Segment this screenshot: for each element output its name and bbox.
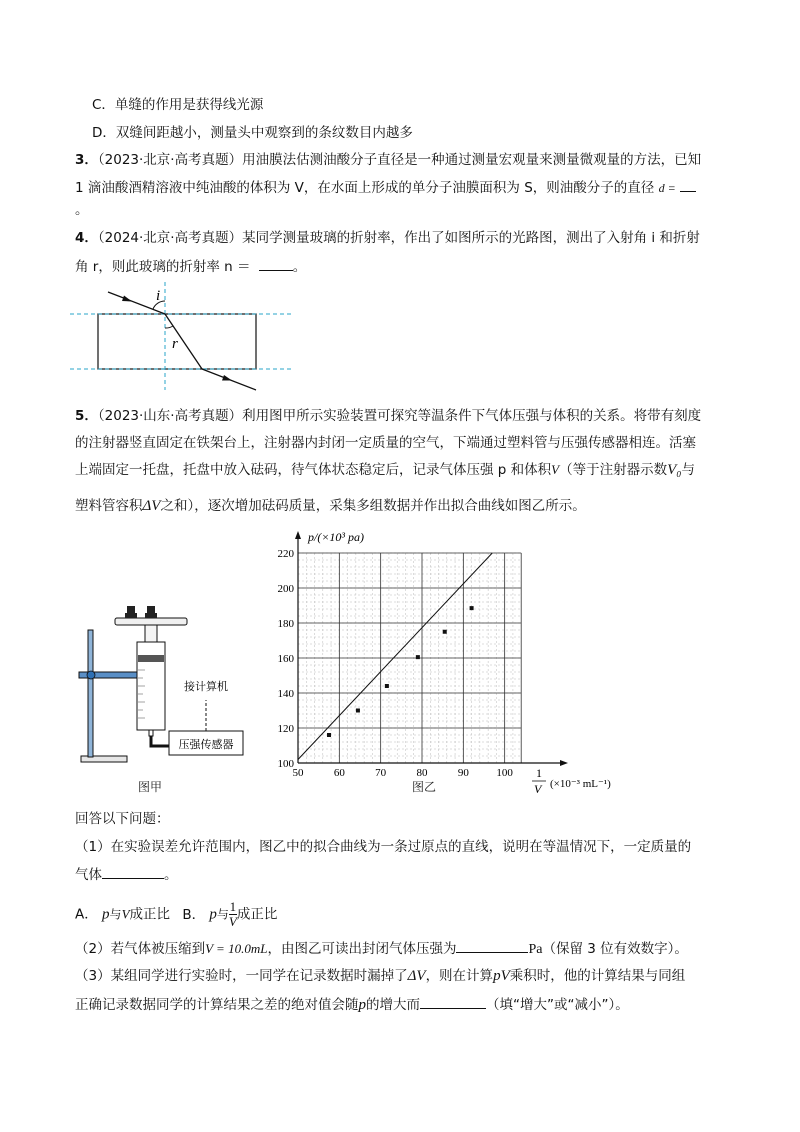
question-5-text-d2: 之和），逐次增加砝码质量，采集多组数据并作出拟合曲线如图乙所示。: [160, 498, 586, 514]
option-b-numerator: 1: [229, 899, 237, 914]
question-5-text-c1: 上端固定一托盘，托盘中放入砝码，待气体状态稳定后，记录气体压强 p 和体积: [75, 462, 552, 478]
piston: [138, 655, 164, 662]
y-tick-label: 180: [277, 618, 294, 630]
sub-question-1-end: 。: [164, 867, 178, 883]
question-4-end: 。: [292, 259, 307, 275]
option-b-denominator: V: [228, 914, 237, 929]
refraction-diagram: [70, 282, 300, 392]
sub-question-2-blank: [456, 938, 528, 953]
pressure-volume-chart: [268, 525, 653, 797]
sub-question-1-line-1: （1）在实验误差允许范围内，图乙中的拟合曲线为一条过原点的直线，说明在等温情况下，一定质量的: [75, 839, 692, 855]
clamp-knob: [87, 671, 95, 679]
sub-question-3-text-c: 乘积时，他的计算结果与同组: [509, 968, 686, 984]
sub-question-3-blank: [420, 994, 486, 1009]
question-5-line-3: [75, 460, 695, 480]
question-4-line-2: [75, 256, 306, 277]
sub-question-3-pV: pV: [493, 968, 510, 984]
question-5-text-d1: 塑料管容积: [75, 498, 143, 514]
question-3-number: 3．: [75, 152, 98, 168]
question-4-text-a: （2024·北京·高考真题）某同学测量玻璃的折射率，作出了如图所示的光路图，测出了入射角 i 和折射: [97, 230, 700, 246]
computer-label: 接计算机: [184, 680, 228, 693]
question-3-d-symbol: d =: [658, 181, 676, 195]
data-point: [443, 630, 447, 634]
option-a-end: 成正比: [129, 906, 171, 923]
x-tick-label: 60: [333, 767, 345, 779]
angle-r-arc: [165, 326, 173, 328]
question-5-text-c3: 与: [681, 462, 695, 478]
figure-b-caption: 图乙: [412, 780, 437, 794]
emergent-arrow-icon: [222, 375, 232, 381]
stand-rod: [88, 630, 93, 757]
plastic-tube: [151, 736, 169, 746]
option-a-mid: 与: [109, 907, 122, 922]
angle-r-label: r: [172, 336, 178, 352]
option-a-p: p: [102, 906, 110, 923]
option-b-end: 成正比: [236, 906, 278, 923]
option-b-label: B．: [182, 906, 206, 923]
sub-question-3-p: p: [358, 997, 366, 1013]
chart-data-points: [327, 606, 474, 737]
y-tick-label: 140: [277, 688, 294, 700]
data-point: [356, 709, 360, 713]
question-5-number: 5．: [75, 408, 98, 424]
y-tick-label: 100: [277, 758, 294, 770]
data-point: [385, 684, 389, 688]
sub-question-3-line-1: [75, 966, 685, 986]
y-axis-arrow-icon: [295, 531, 301, 539]
data-point: [416, 655, 420, 659]
apparatus-diagram: [75, 600, 275, 770]
question-4-number: 4．: [75, 230, 98, 246]
y-tick-label: 120: [277, 723, 294, 735]
pressure-sensor-label: 压强传感器: [178, 738, 234, 751]
question-5-V0-symbol: V₀: [667, 462, 682, 478]
chart-x-label-denominator: V: [534, 782, 542, 796]
sub-question-3-dV: ΔV: [407, 968, 426, 984]
sub-question-2-text-b: ，由图乙可读出封闭气体压强为: [267, 941, 457, 957]
question-4-line-1: [75, 228, 700, 248]
question-5-line-1: [75, 406, 701, 426]
weight-1-base: [125, 613, 137, 618]
sub-question-2-text-c: （保留 3 位有效数字）。: [542, 941, 688, 957]
sub-question-3-text-d1: 正确记录数据同学的计算结果之差的绝对值会随: [75, 997, 359, 1013]
incident-arrow-icon: [122, 296, 132, 302]
sub-question-2-formula: V = 10.0mL: [205, 941, 268, 956]
x-tick-label: 90: [457, 767, 469, 779]
option-a-V: V: [121, 906, 130, 922]
sub-question-3-line-2: [75, 994, 629, 1015]
option-c-text: C．单缝的作用是获得线光源: [92, 97, 264, 113]
sub-question-1-line-2: [75, 864, 178, 885]
question-3-line-1: [75, 150, 701, 170]
data-point: [470, 606, 474, 610]
question-3-text-b: 1 滴油酸酒精溶液中纯油酸的体积为 V，在水面上形成的单分子油膜面积为 S，则油酸分子的直径: [75, 180, 655, 196]
y-tick-label: 160: [277, 653, 294, 665]
question-3-blank: [680, 177, 696, 192]
question-3-text-a: （2023·北京·高考真题）用油膜法估测油酸分子直径是一种通过测量宏观量来测量微观量的方法，已知: [97, 152, 702, 168]
question-5-line-2: 的注射器竖直固定在铁架台上，注射器内封闭一定质量的空气，下端通过塑料管与压强传感器相连。活塞: [75, 435, 696, 451]
option-b-p: p: [209, 906, 217, 923]
syringe-nozzle: [149, 730, 153, 736]
option-b-mid: 与: [216, 907, 229, 922]
x-axis-arrow-icon: [560, 760, 568, 766]
chart-x-label-unit: (×10⁻³ mL⁻¹): [550, 778, 611, 790]
question-3-line-2: [75, 177, 696, 198]
chart-major-grid: [298, 553, 521, 763]
sub-question-3-text-d3: （填“增大”或“减小”）。: [486, 997, 629, 1013]
weight-2-base: [145, 613, 157, 618]
sub-question-3-text-b: ，则在计算: [425, 968, 494, 984]
sub-question-2-text-a: （2）若气体被压缩到: [75, 941, 206, 957]
data-point: [327, 733, 331, 737]
y-tick-label: 200: [277, 583, 294, 595]
sub-question-3-text-a: （3）某组同学进行实验时，一同学在记录数据时漏掉了: [75, 968, 408, 984]
y-tick-label: 220: [277, 548, 294, 560]
tray: [115, 618, 187, 625]
question-5-text-c2: （等于注射器示数: [559, 462, 668, 478]
option-a-label: A．: [75, 906, 98, 923]
question-5-dV-symbol: ΔV: [142, 498, 161, 514]
question-4-blank: [259, 256, 293, 271]
question-5-line-4: [75, 496, 586, 516]
option-b-fraction: [229, 900, 237, 929]
refracted-ray: [165, 314, 202, 369]
sub-question-1-options: [75, 900, 277, 929]
sub-question-2-unit: Pa: [528, 942, 543, 957]
sub-question-2: [75, 938, 688, 960]
sub-question-1-blank: [102, 864, 164, 879]
figure-a-caption: 图甲: [138, 780, 163, 794]
x-tick-label: 50: [292, 767, 304, 779]
question-5-V-symbol: V: [551, 462, 560, 477]
x-tick-label: 100: [496, 767, 513, 779]
question-4-text-b: 角 r，则此玻璃的折射率 n ＝: [75, 259, 251, 275]
option-d-text: D．双缝间距越小，测量头中观察到的条纹数目内越多: [92, 125, 413, 141]
question-5-text-a: （2023·山东·高考真题）利用图甲所示实验装置可探究等温条件下气体压强与体积的关系。将带有刻度: [97, 408, 702, 424]
chart-y-label: p/(×10³ pa): [308, 530, 365, 544]
answer-intro: 回答以下问题：: [75, 811, 170, 827]
x-tick-label: 80: [416, 767, 428, 779]
sub-question-1-text-b: 气体: [75, 867, 102, 883]
x-tick-label: 70: [375, 767, 387, 779]
question-3-end: 。: [75, 202, 89, 218]
angle-i-label: i: [156, 288, 161, 304]
chart-x-label-numerator: 1: [536, 766, 542, 780]
sub-question-3-text-d2: 的增大而: [366, 997, 420, 1013]
